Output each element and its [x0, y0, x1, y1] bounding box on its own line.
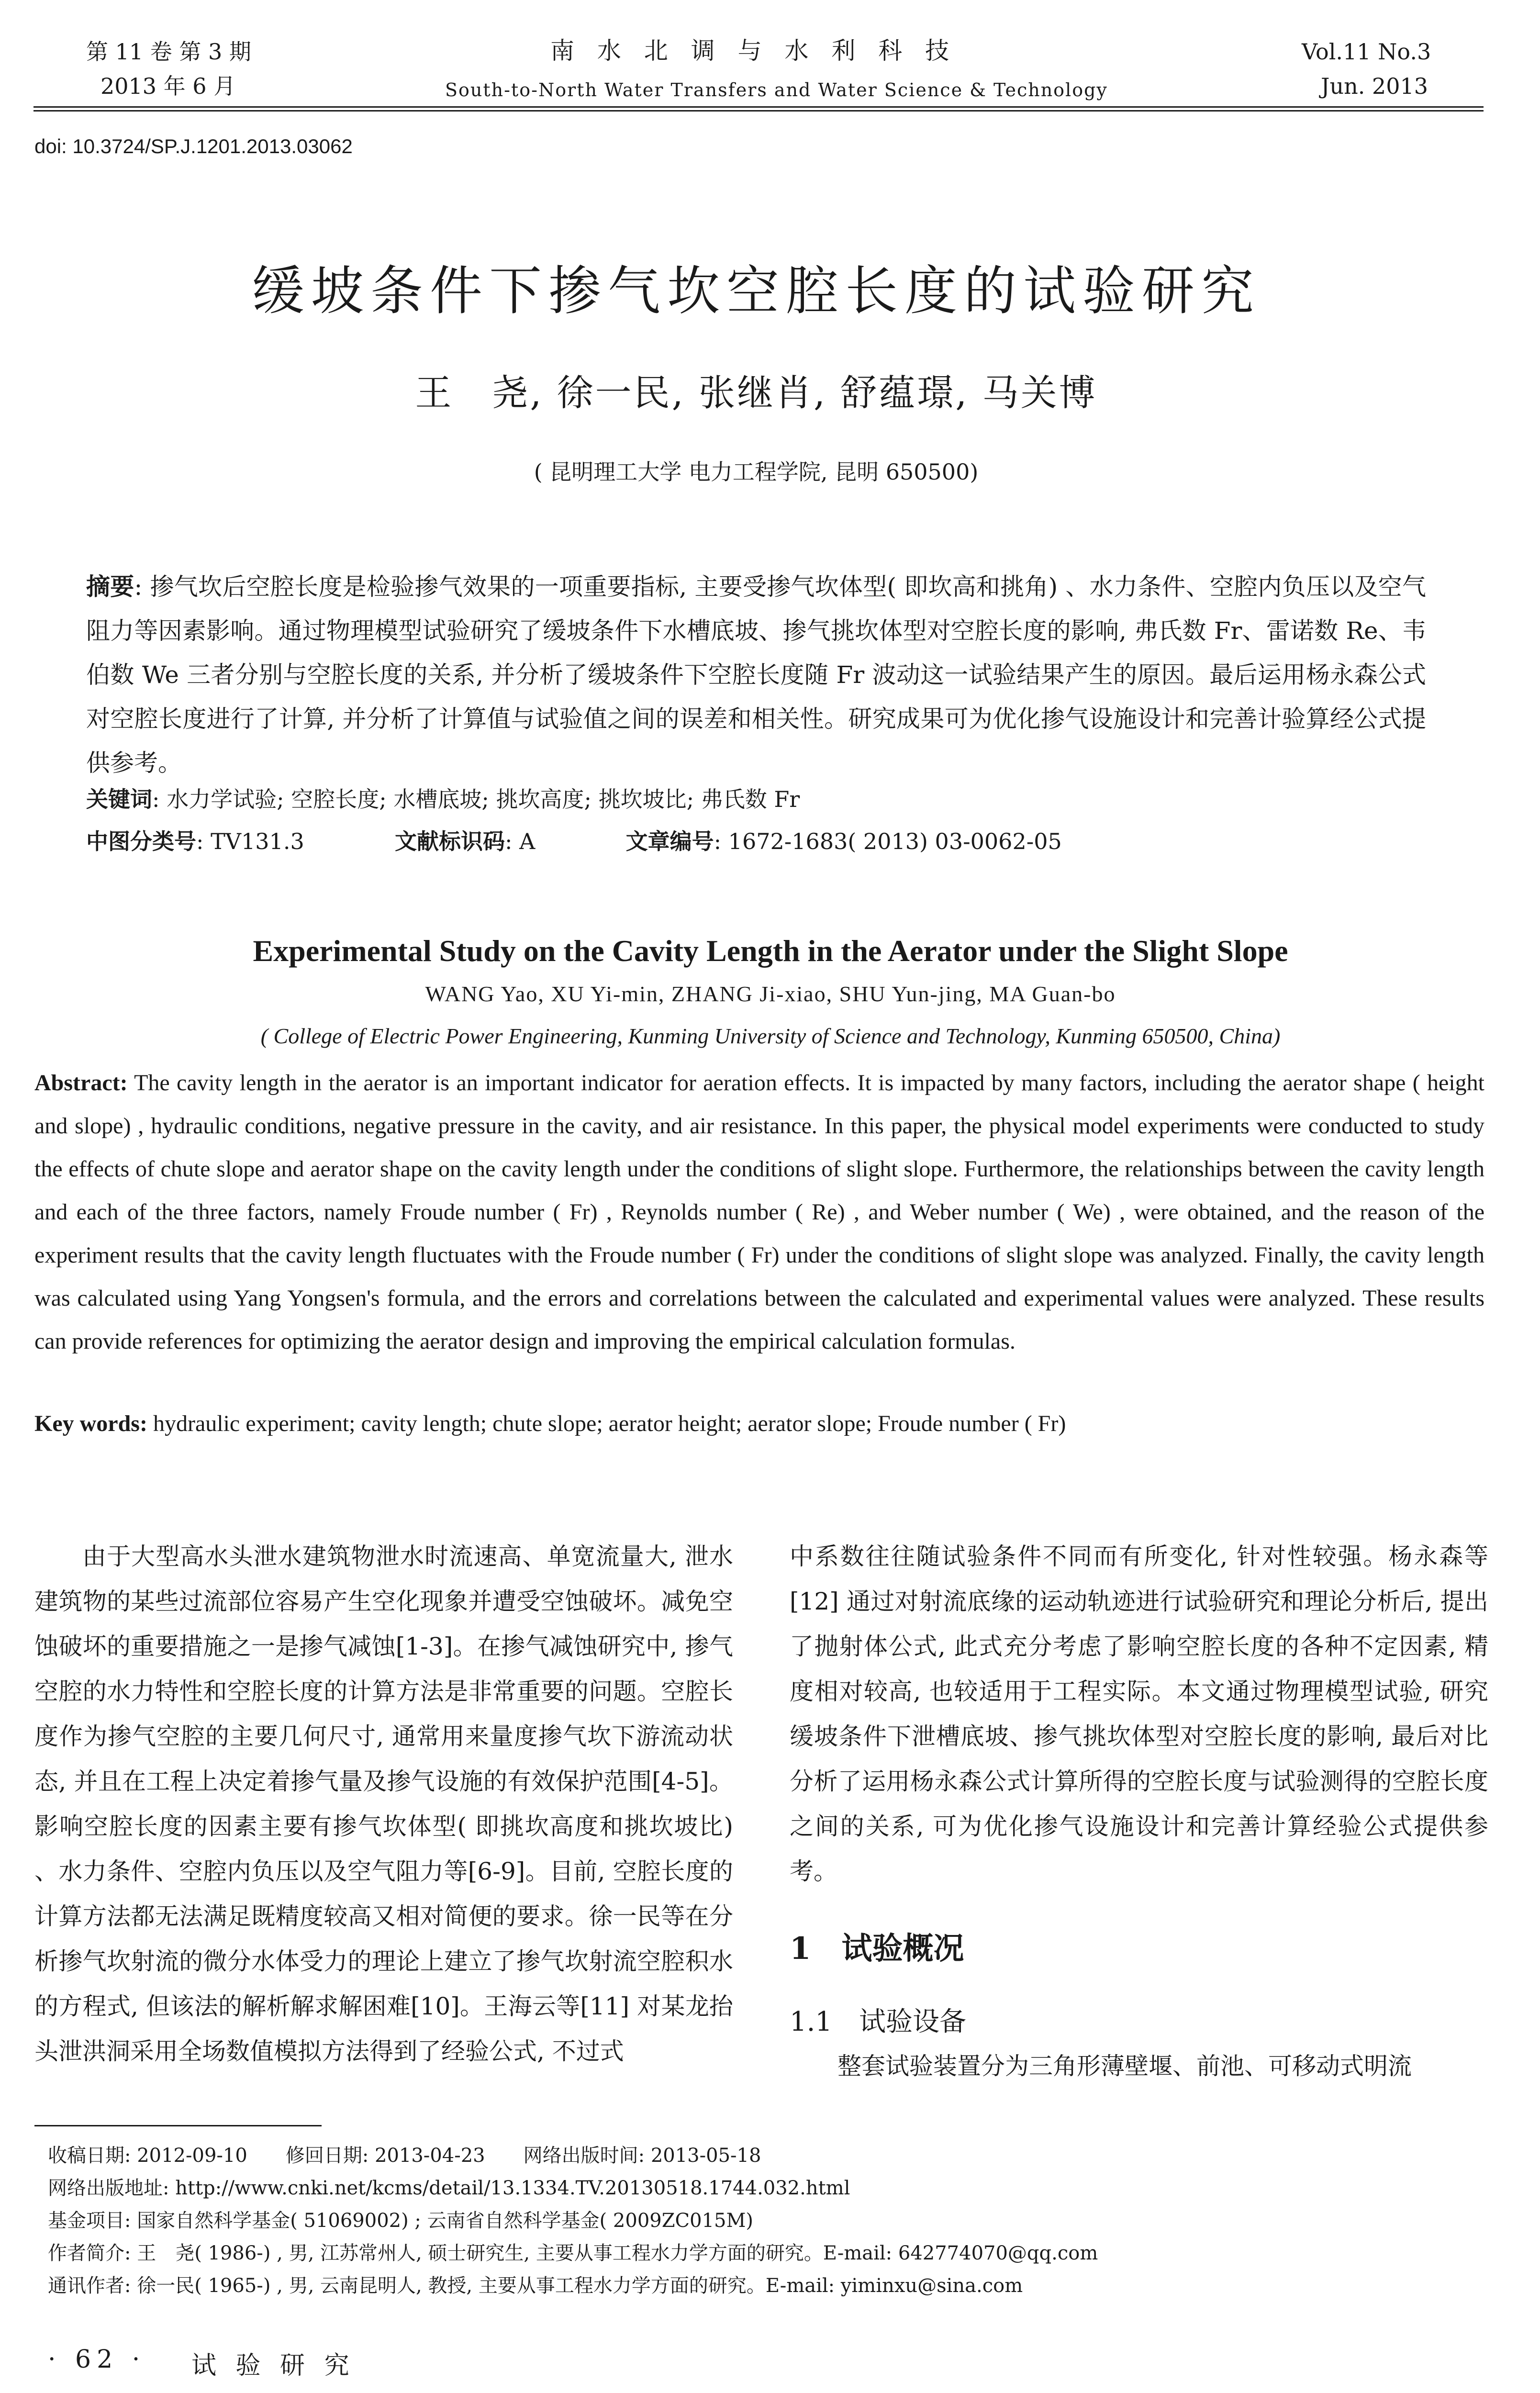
page-number: · 62 ·: [48, 2345, 146, 2374]
paper-title-en: Experimental Study on the Cavity Length in the Aerator under the Slight Slope: [253, 934, 1288, 968]
footnote-dates: 收稿日期: 2012-09-10 修回日期: 2013-04-23 网络出版时间: 2013-05-18: [48, 2145, 761, 2167]
article-no-value: : 1672-1683( 2013) 03-0062-05: [714, 828, 1062, 854]
doc-code-value: : A: [504, 828, 536, 854]
clc-label: 中图分类号: [86, 828, 196, 854]
abstract-en: [34, 1062, 1484, 1363]
abstract-cn-label: 摘要: [86, 572, 134, 601]
keywords-en: [34, 1402, 1484, 1445]
doc-code-label: 文献标识码: [394, 828, 505, 854]
abstract-en-text: The cavity length in the aerator is an important indicator for aeration effects. It is impacted by many factors, including the aerator shape ( height and slope) , hydraulic conditions, negative pressure in the cavity, and air resistance. In this paper, the physical model experiments were conducted to study the effects of chute slope and aerator shape on the cavity length under the conditions of slight slope. Furthermore, the relationships between the cavity length and each of the three factors, namely Froude number ( Fr) , Reynolds number ( Re) , and Weber number ( We) , were obtained, and the reason of the experiment results that the cavity length fluctuates with the Froude number ( Fr) under the conditions of slight slope was analyzed. Finally, the cavity length was calculated using Yang Yongsen's formula, and the errors and correlations between the calculated and experimental values were analyzed. These results can provide references for optimizing the aerator design and improving the empirical calculation formulas.: [34, 1070, 1484, 1354]
authors-cn: 王 尧, 徐一民, 张继肖, 舒蕴璟, 马关博: [415, 371, 1097, 414]
clc-value: : TV131.3: [196, 828, 304, 854]
section-heading-1-1: 1.1 试验设备: [790, 2006, 967, 2037]
keywords-en-label: Key words:: [34, 1411, 147, 1436]
volume-issue-cn: 第 11 卷 第 3 期: [86, 39, 251, 65]
abstract-cn-text: : 掺气坎后空腔长度是检验掺气效果的一项重要指标, 主要受掺气坎体型( 即坎高和挑角) 、水力条件、空腔内负压以及空气阻力等因素影响。通过物理模型试验研究了缓坡条件下水槽底坡、掺气挑坎体型对空腔长度的影响, 弗氏数 Fr、雷诺数 Re、韦伯数 We 三者分别与空腔长度的关系, 并分析了缓坡条件下空腔长度随 Fr 波动这一试验结果产生的原因。最后运用杨永森公式对空腔长度进行了计算, 并分析了计算值与试验值之间的误差和相关性。研究成果可为优化掺气设施设计和完善计验算经公式提供参考。: [86, 573, 1427, 777]
keywords-en-text: hydraulic experiment; cavity length; chute slope; aerator height; aerator slope; Froude number ( Fr): [147, 1411, 1066, 1436]
footnote-author: 作者简介: 王 尧( 1986-) , 男, 江苏常州人, 硕士研究生, 主要从事工程水力学方面的研究。E-mail: 642774070@qq.com: [48, 2242, 1098, 2264]
section-heading-1: 1 试验概况: [790, 1931, 964, 1967]
body-column-left: [34, 1534, 733, 2074]
journal-title-cn: 南 水 北 调 与 水 利 科 技: [550, 37, 957, 65]
header-rule-bottom: [33, 110, 1484, 112]
abstract-cn: [86, 565, 1426, 785]
body-paragraph: 由于大型高水头泄水建筑物泄水时流速高、单宽流量大, 泄水建筑物的某些过流部位容易产生空化现象并遭受空蚀破坏。减免空蚀破坏的重要措施之一是掺气减蚀[1-3]。在掺气减蚀研究中, 掺气空腔的水力特性和空腔长度的计算方法是非常重要的问题。空腔长度作为掺气空腔的主要几何尺寸, 通常用来量度掺气坎下游流动状态, 并且在工程上决定着掺气量及掺气设施的有效保护范围[4-5]。影响空腔长度的因素主要有掺气坎体型( 即挑坎高度和挑坎坡比) 、水力条件、空腔内负压以及空气阻力等[6-9]。目前, 空腔长度的计算方法都无法满足既精度较高又相对简便的要求。徐一民等在分析掺气坎射流的微分水体受力的理论上建立了掺气坎射流空腔积水的方程式, 但该法的解析解求解困难[10]。王海云等[11] 对某龙抬头泄洪洞采用全场数值模拟方法得到了经验公式, 不过式: [34, 1543, 733, 2065]
affiliation-en: ( College of Electric Power Engineering, Kunming University of Science and Technology, Kunming 650500, China): [260, 1024, 1281, 1048]
date-en: Jun. 2013: [1321, 73, 1428, 99]
authors-en: WANG Yao, XU Yi-min, ZHANG Ji-xiao, SHU Yun-jing, MA Guan-bo: [425, 982, 1116, 1006]
keywords-cn-text: : 水力学试验; 空腔长度; 水槽底坡; 挑坎高度; 挑坎坡比; 弗氏数 Fr: [152, 786, 800, 812]
header-rule-top: [33, 106, 1484, 108]
section-1-1-text: 整套试验装置分为三角形薄壁堰、前池、可移动式明流: [837, 2052, 1412, 2080]
article-no-label: 文章编号: [625, 828, 714, 854]
page-section-label: 试 验 研 究: [191, 2351, 355, 2380]
footnote-funding: 基金项目: 国家自然科学基金( 51069002) ; 云南省自然科学基金( 2009ZC015M): [48, 2210, 754, 2232]
body-paragraph: 中系数往往随试验条件不同而有所变化, 针对性较强。杨永森等[12] 通过对射流底缘的运动轨迹进行试验研究和理论分析后, 提出了抛射体公式, 此式充分考虑了影响空腔长度的各种不定因素, 精度相对较高, 也较适用于工程实际。本文通过物理模型试验, 研究缓坡条件下泄槽底坡、掺气挑坎体型对空腔长度的影响, 最后对比分析了运用杨永森公式计算所得的空腔长度与试验测得的空腔长度之间的关系, 可为优化掺气设施设计和完善计算经验公式提供参考。: [790, 1543, 1488, 1885]
keywords-cn: [86, 780, 1426, 818]
volume-issue-en: Vol.11 No.3: [1302, 39, 1431, 65]
abstract-en-label: Abstract:: [34, 1070, 128, 1096]
body-column-right: [790, 1534, 1488, 1894]
footnote-corresponding: 通讯作者: 徐一民( 1965-) , 男, 云南昆明人, 教授, 主要从事工程水力学方面的研究。E-mail: yiminxu@sina.com: [48, 2275, 1023, 2297]
footnote-rule: [34, 2125, 322, 2126]
journal-title-en: South-to-North Water Transfers and Water Science & Technology: [445, 79, 1108, 101]
classification-line: [86, 822, 1426, 861]
affiliation-cn: ( 昆明理工大学 电力工程学院, 昆明 650500): [534, 459, 979, 485]
keywords-cn-label: 关键词: [86, 786, 152, 812]
footnote-url: 网络出版地址: http://www.cnki.net/kcms/detail/13.1334.TV.20130518.1744.032.html: [48, 2177, 850, 2199]
footnotes: [48, 2139, 1484, 2302]
paper-title-cn: 缓坡条件下掺气坎空腔长度的试验研究: [252, 260, 1261, 322]
doi: doi: 10.3724/SP.J.1201.2013.03062: [34, 135, 353, 157]
date-cn: 2013 年 6 月: [100, 73, 236, 99]
